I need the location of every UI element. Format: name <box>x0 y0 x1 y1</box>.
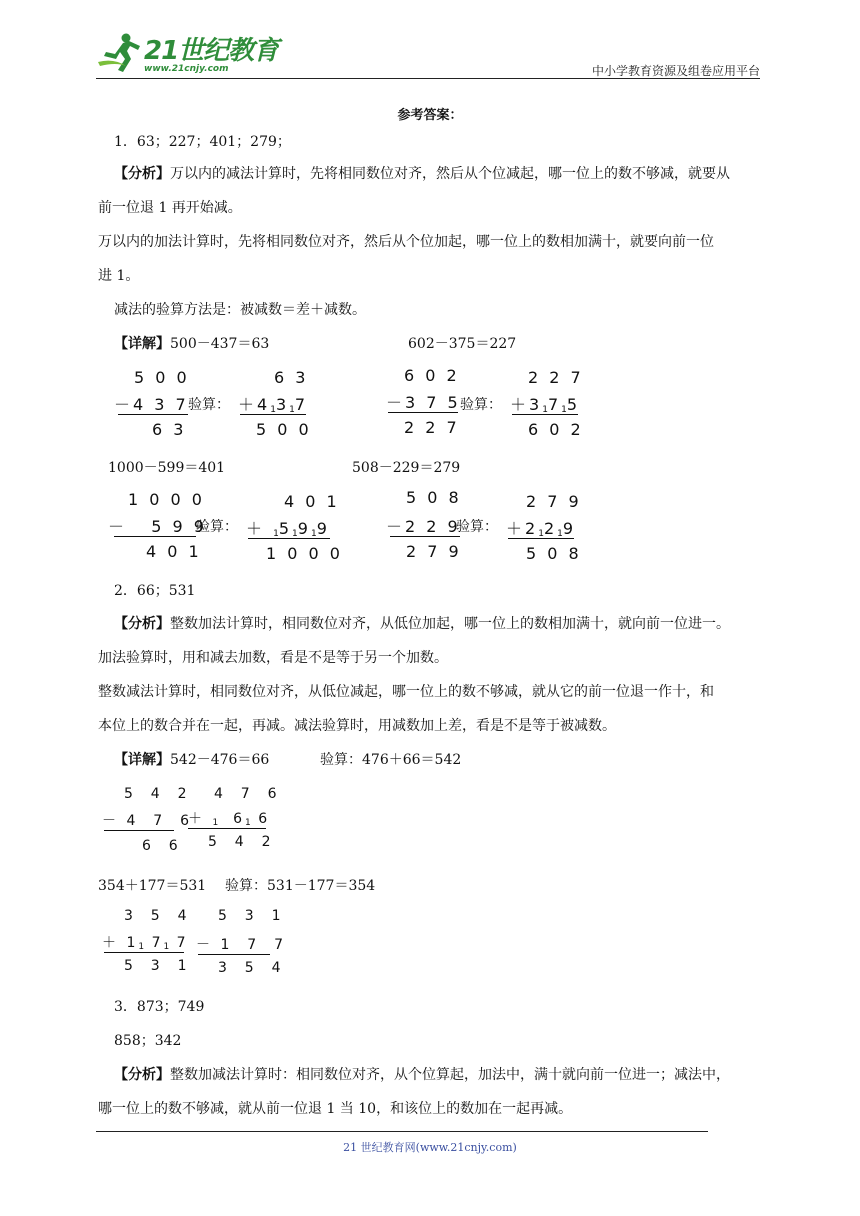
q2-analysis-line3: 整数减法计算时，相同数位对齐，从低位减起，哪一位上的数不够减，就从它的前一位退一作十，和 <box>98 684 714 700</box>
q1-analysis-line1: 【分析】万以内的减法计算时，先将相同数位对齐，然后从个位减起，哪一位上的数不够减，就要从 <box>114 166 730 182</box>
check-label: 验算： <box>188 397 230 413</box>
footer-divider <box>96 1131 708 1132</box>
q1-analysis-line5: 减法的验算方法是：被减数＝差＋减数。 <box>114 302 366 318</box>
q2-check1: 验算：476＋66＝542 <box>320 752 462 768</box>
q1-analysis-line2: 前一位退 1 再开始减。 <box>98 200 242 216</box>
q1-answer: 1．63；227；401；279； <box>114 134 291 150</box>
check-label: 验算： <box>456 519 498 535</box>
check-label: 验算： <box>460 397 502 413</box>
q2-analysis-line4: 本位上的数合并在一起，再减。减法验算时，用减数加上差，看是不是等于被减数。 <box>98 718 616 734</box>
header-divider <box>96 78 760 79</box>
detail-tag: 【详解】 <box>114 752 170 768</box>
q2-eq2: 354＋177＝531 <box>98 878 207 894</box>
q1-eq2: 602－375＝227 <box>408 336 517 352</box>
q3-answer: 3．873；749 <box>114 999 205 1015</box>
q1-eq3: 1000－599＝401 <box>108 460 226 476</box>
page-title: 参考答案： <box>397 108 463 123</box>
logo-text: 21世纪教育 <box>144 36 279 66</box>
q2-answer: 2．66；531 <box>114 583 196 599</box>
platform-name: 中小学教育资源及组卷应用平台 <box>591 64 760 78</box>
runner-logo-icon <box>96 32 142 74</box>
footer-link[interactable]: 21 世纪教育网(www.21cnjy.com) <box>343 1141 517 1154</box>
q3-analysis-line1: 【分析】整数加减法计算时：相同数位对齐，从个位算起，加法中，满十就向前一位进一；减法中， <box>114 1067 730 1083</box>
detail-tag: 【详解】 <box>114 336 170 352</box>
analysis-tag: 【分析】 <box>114 616 170 632</box>
site-logo[interactable] <box>96 32 278 74</box>
q2-check2: 验算：531－177＝354 <box>225 878 376 894</box>
q1-eq4: 508－229＝279 <box>352 460 461 476</box>
q1-detail-line: 【详解】500－437＝63 <box>114 336 270 352</box>
q3-answer2: 858；342 <box>114 1033 182 1049</box>
page-header <box>96 32 760 80</box>
check-label: 验算： <box>196 519 238 535</box>
logo-url: www.21cnjy.com <box>144 64 229 74</box>
q2-analysis-line2: 加法验算时，用和减去加数，看是不是等于另一个加数。 <box>98 650 448 666</box>
q1-analysis-line3: 万以内的加法计算时，先将相同数位对齐，然后从个位加起，哪一位上的数相加满十，就要向前一位 <box>98 234 714 250</box>
q1-analysis-line4: 进 1。 <box>98 268 140 284</box>
analysis-tag: 【分析】 <box>114 1067 170 1083</box>
q3-analysis-line2: 哪一位上的数不够减，就从前一位退 1 当 10，和该位上的数加在一起再减。 <box>98 1101 573 1117</box>
q2-analysis-line1: 【分析】整数加法计算时，相同数位对齐，从低位加起，哪一位上的数相加满十，就向前一位进一。 <box>114 616 730 632</box>
analysis-tag: 【分析】 <box>114 166 170 182</box>
q2-detail-line: 【详解】542－476＝66 <box>114 752 270 768</box>
